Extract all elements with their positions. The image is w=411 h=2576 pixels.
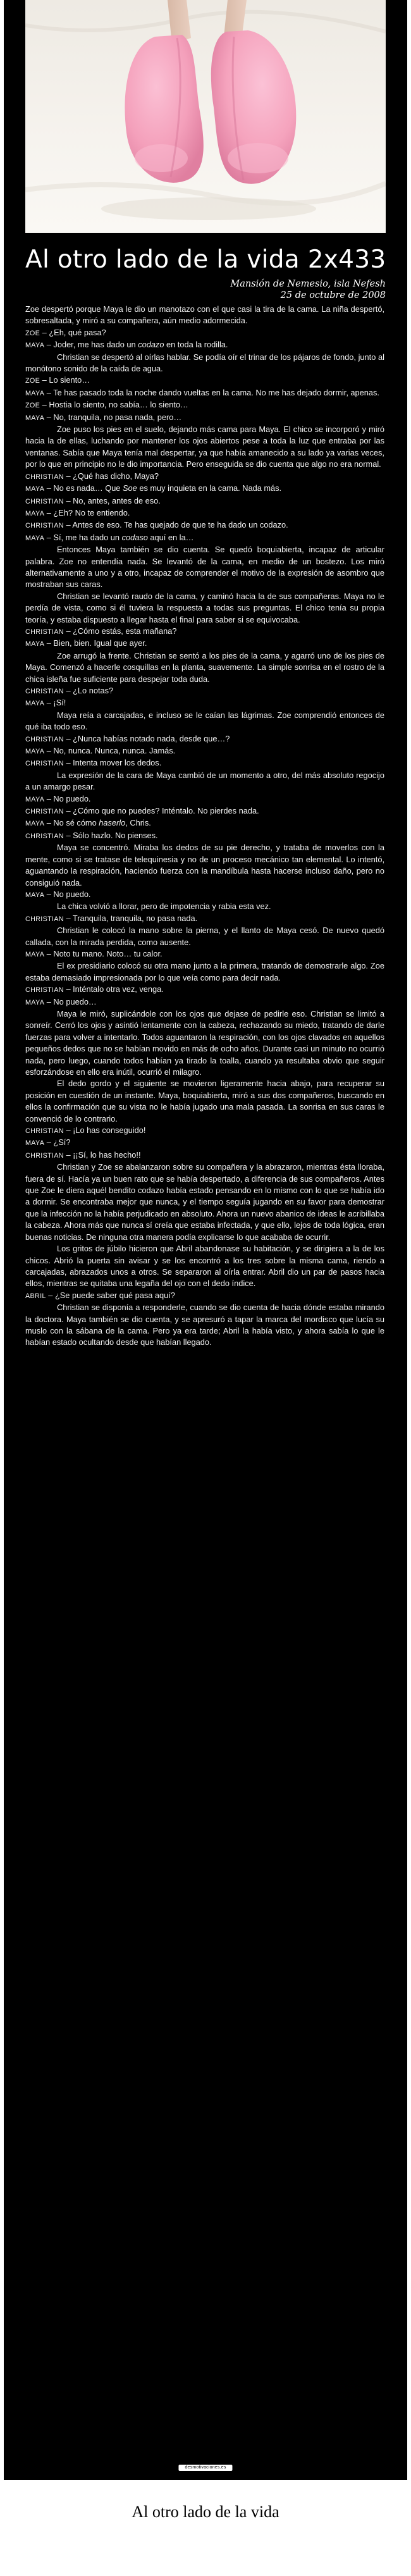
speaker-name: MAYA: [25, 509, 45, 517]
emphasis-text: haserlo: [99, 818, 126, 828]
paragraph-text: – ¿Se puede saber qué pasa aquí?: [46, 1290, 175, 1300]
speaker-name: CHRISTIAN: [25, 832, 64, 840]
story-paragraph: [25, 1125, 384, 1137]
speaker-name: MAYA: [25, 950, 45, 958]
speaker-name: CHRISTIAN: [25, 986, 64, 994]
story-paragraph: [25, 638, 384, 650]
story-paragraph: [25, 483, 384, 495]
paragraph-text: Maya le miró, suplicándole con los ojos que dejase de pedirle eso. Christian se limitó a sonreír. Cerró los ojos y asintió lentamente con la cabeza, rechazando su miedo, tratando de darle fuerzas para volver a intentarlo. Todos aguantaron la respiración, con los ojos clavados en aquellos pequeños dedos que no se habían movido en más de ocho años. Durante casi un minuto no ocurrió nada, pero luego, cuando todos habían ya tirado la toalla, cuando ya resultaba obvio que seguir esforzándose en ello era inútil, ocurrió el milagro.: [25, 1008, 384, 1077]
story-paragraph: [25, 1008, 384, 1078]
paragraph-text: La expresión de la cara de Maya cambió de un momento a otro, del más absoluto regocijo a un amargo pesar.: [25, 770, 384, 792]
paragraph-text: – Hostia lo siento, no sabía… lo siento…: [40, 400, 188, 410]
story-paragraph: [25, 507, 384, 519]
story-paragraph: [25, 793, 384, 805]
paragraph-text: , Chris.: [125, 818, 151, 828]
paragraph-text: – No puedo…: [44, 996, 97, 1006]
paragraph-text: – ¡¡Sí, lo has hecho!!: [63, 1149, 141, 1160]
paragraph-text: – Noto tu mano. Noto… tu calor.: [44, 948, 163, 958]
story-paragraph: [25, 745, 384, 757]
story-paragraph: [25, 591, 384, 626]
story-paragraph: [25, 733, 384, 745]
story-paragraph: [25, 399, 384, 411]
paragraph-text: – No, antes, antes de eso.: [63, 495, 161, 505]
story-paragraph: [25, 327, 384, 339]
paragraph-text: Maya reía a carcajadas, e incluso se le caían las lágrimas. Zoe comprendió entonces de qué iba todo eso.: [25, 710, 384, 732]
post-caption: Al otro lado de la vida: [132, 2503, 279, 2521]
paragraph-text: – Joder, me has dado un: [44, 340, 138, 350]
paragraph-text: – No puedo.: [44, 889, 91, 899]
story-paragraph: [25, 1149, 384, 1161]
paragraph-text: – No, nunca. Nunca, nunca. Jamás.: [44, 746, 176, 756]
story-paragraph: [25, 626, 384, 638]
speaker-name: MAYA: [25, 891, 45, 899]
paragraph-text: Christian se despertó al oírlas hablar. Se podía oír el trinar de los pájaros de fondo, junto al monótono sonido de la caída de agua.: [25, 352, 384, 374]
story-paragraph: [25, 948, 384, 960]
poster-frame: [4, 0, 407, 2480]
story-paragraph: [25, 685, 384, 697]
paragraph-text: – ¿Cómo que no puedes? Inténtalo. No pierdes nada.: [63, 806, 259, 816]
story-paragraph: [25, 1078, 384, 1125]
story-body: [25, 304, 384, 2471]
paragraph-text: Maya se concentró. Miraba los dedos de su pie derecho, y trataba de moverlos con la mente, como si se tratase de telequinesia y no de un proceso mecánico tan elemental. Lo intentó, aguantando la respiración, haciendo fuerza con la mandíbula hasta hacerse incluso daño, pero no consiguió nada.: [25, 843, 384, 888]
speaker-name: MAYA: [25, 700, 45, 708]
speaker-name: MAYA: [25, 485, 45, 493]
site-credit-badge[interactable]: desmotivaciones.es: [178, 2465, 232, 2471]
emphasis-text: Soe: [122, 483, 137, 493]
story-paragraph: [25, 387, 384, 399]
story-paragraph: [25, 817, 384, 829]
story-paragraph: [25, 770, 384, 793]
speaker-name: CHRISTIAN: [25, 522, 64, 530]
speaker-name: CHRISTIAN: [25, 735, 64, 743]
paragraph-text: – ¿Cómo estás, esta mañana?: [63, 626, 177, 636]
speaker-name: MAYA: [25, 342, 45, 350]
feet-in-socks-photo: [25, 0, 386, 233]
emphasis-text: codaso: [121, 532, 148, 542]
story-paragraph: [25, 650, 384, 685]
paragraph-text: Zoe despertó porque Maya le dio un manotazo con el que casi la tira de la cama. La niña despertó, sobresaltada, y miró a su compañera, aún medio adormecida.: [25, 304, 384, 326]
speaker-name: MAYA: [25, 748, 45, 756]
speaker-name: CHRISTIAN: [25, 473, 64, 481]
speaker-name: CHRISTIAN: [25, 497, 64, 505]
date-line: 25 de octubre de 2008: [280, 290, 386, 300]
paragraph-text: Zoe arrugó la frente. Christian se sentó a los pies de la cama, y agarró uno de los pies de Maya. Comenzó a hacerle cosquillas en la planta, suavemente. La simple sonrisa en el rostro de la chica isleña fue suficiente para despejar toda duda.: [25, 650, 384, 684]
story-paragraph: [25, 984, 384, 996]
paragraph-text: – ¿Lo notas?: [63, 686, 114, 695]
speaker-name: CHRISTIAN: [25, 808, 64, 816]
story-paragraph: [25, 1137, 384, 1149]
paragraph-text: – Tranquila, tranquila, no pasa nada.: [63, 913, 198, 923]
paragraph-text: – ¿Eh? No te entiendo.: [44, 507, 130, 517]
speaker-name: MAYA: [25, 640, 45, 648]
story-paragraph: [25, 901, 384, 912]
story-paragraph: [25, 339, 384, 351]
paragraph-text: – ¡Lo has conseguido!: [63, 1125, 146, 1136]
paragraph-text: Los gritos de júbilo hicieron que Abril abandonase su habitación, y se dirigiera a la de los chicos. Abrió la puerta sin avisar y se los encontró a los tres sobre la misma cama, riendo a carcajadas, abrazados unos a otros. Se separaron al oírla entrar. Abril dio un par de pasos hacia ellos, mientras se quitaba una legaña del ojo con el dedo índice.: [25, 1244, 384, 1289]
paragraph-text: – Te has pasado toda la noche dando vueltas en la cama. No me has dejado dormir, apenas.: [44, 387, 379, 397]
story-paragraph: [25, 830, 384, 842]
paragraph-text: en toda la rodilla.: [164, 340, 228, 350]
paragraph-text: – ¿Eh, qué pasa?: [40, 327, 106, 337]
paragraph-text: Zoe puso los pies en el suelo, dejando más cama para Maya. El chico se incorporó y miró hacia la de ellas, luchando por mantener los ojos abiertos pese a toda la luz que entraba por las ventanas. Sabía que Maya tenía mal despertar, ya que había amanecido a su lado ya varias veces, por lo que en principio no le dio importancia. Pero enseguida se dio cuenta que algo no era normal.: [25, 424, 384, 469]
paragraph-text: – Intenta mover los dedos.: [63, 758, 162, 768]
story-paragraph: [25, 544, 384, 591]
paragraph-text: aquí en la…: [147, 532, 194, 542]
story-paragraph: [25, 519, 384, 531]
paragraph-text: – No puedo.: [44, 793, 91, 803]
speaker-name: MAYA: [25, 534, 45, 542]
story-paragraph: [25, 842, 384, 889]
story-paragraph: [25, 889, 384, 901]
story-paragraph: [25, 1243, 384, 1290]
location-line: Mansión de Nemesio, isla Nefesh: [230, 279, 386, 289]
story-paragraph: [25, 1290, 384, 1302]
speaker-name: ZOE: [25, 329, 40, 337]
speaker-name: CHRISTIAN: [25, 1127, 64, 1136]
story-paragraph: [25, 1302, 384, 1349]
story-paragraph: [25, 304, 384, 327]
speaker-name: ZOE: [25, 402, 40, 410]
paragraph-text: es muy inquieta en la cama. Nada más.: [137, 483, 282, 493]
paragraph-text: – ¡Sí!: [44, 698, 66, 708]
paragraph-text: – No sé cómo: [44, 818, 99, 828]
speaker-name: MAYA: [25, 820, 45, 828]
story-paragraph: [25, 710, 384, 733]
paragraph-text: Christian se levantó raudo de la cama, y caminó hacia la de sus compañeras. Maya no le perdía de vista, como si él tuviera la respuesta a todas sus preguntas. El chico tenía su propia teoría, y estaba dispuesto a llegar hasta el final para saber si se equivocaba.: [25, 591, 384, 624]
paragraph-text: – Lo siento…: [40, 375, 90, 385]
story-paragraph: [25, 375, 384, 387]
paragraph-text: – Sí, me ha dado un: [44, 532, 122, 542]
speaker-name: CHRISTIAN: [25, 1151, 64, 1160]
story-location-date: [25, 278, 386, 301]
story-paragraph: [25, 697, 384, 709]
speaker-name: MAYA: [25, 414, 45, 422]
paragraph-text: El ex presidiario colocó su otra mano junto a la primera, tratando de demostrarle algo. Zoe estaba demasiado impresionada por lo que veía como para decir nada.: [25, 961, 384, 982]
story-paragraph: [25, 352, 384, 375]
paragraph-text: – No, tranquila, no pasa nada, pero…: [44, 412, 182, 422]
speaker-name: CHRISTIAN: [25, 760, 64, 768]
story-title: Al otro lado de la vida 2x433: [25, 245, 386, 274]
speaker-name: CHRISTIAN: [25, 688, 64, 695]
story-paragraph: [25, 805, 384, 817]
paragraph-text: La chica volvió a llorar, pero de impotencia y rabia esta vez.: [57, 901, 271, 912]
story-paragraph: [25, 532, 384, 544]
speaker-name: MAYA: [25, 998, 45, 1006]
story-paragraph: [25, 757, 384, 769]
story-paragraph: [25, 913, 384, 925]
story-paragraph: [25, 495, 384, 507]
paragraph-text: – ¿Sí?: [44, 1137, 71, 1148]
speaker-name: MAYA: [25, 1139, 45, 1148]
story-paragraph: [25, 471, 384, 483]
paragraph-text: Christian le colocó la mano sobre la pierna, y el llanto de Maya cesó. De nuevo quedó callada, con la mirada perdida, como ausente.: [25, 926, 384, 947]
paragraph-text: Entonces Maya también se dio cuenta. Se quedó boquiabierta, incapaz de articular palabra. Zoe no entendía nada. Se levantó de la cama, en medio de un bostezo. Los miró alternativamente a uno y a otro, incapaz de comprender el motivo de la expresión de asombro que mostraban sus caras.: [25, 545, 384, 590]
paragraph-text: – Bien, bien. Igual que ayer.: [44, 638, 147, 648]
speaker-name: ZOE: [25, 377, 40, 385]
paragraph-text: – Antes de eso. Te has quejado de que te ha dado un codazo.: [63, 520, 288, 530]
paragraph-text: – No es nada… Que: [44, 483, 123, 493]
speaker-name: MAYA: [25, 795, 45, 803]
speaker-name: CHRISTIAN: [25, 915, 64, 923]
paragraph-text: Christian y Zoe se abalanzaron sobre su compañera y la abrazaron, mientras ésta lloraba, fuera de sí. Hacía ya un buen rato que se había despertado, a diferencia de sus compañeros. Antes que Zoe le diera aquél bendito codazo había estado pensando en lo mismo con lo que se había ido a dormir. Se encontraba mejor que nunca, y el tiempo seguía jugando en su favor para demostrar que la infección no la había perjudicado en absoluto. Ahora un nuevo abanico de ideas le acribillaba la cabeza. Ahora más que nunca sí creía que estaba infectada, y que ello, lejos de toda lógica, eran buenas noticias. De ninguna otra manera podía explicarse lo que acababa de ocurrir.: [25, 1162, 384, 1242]
paragraph-text: – ¿Qué has dicho, Maya?: [63, 471, 159, 481]
paragraph-text: – Sólo hazlo. No pienses.: [63, 830, 158, 840]
story-paragraph: [25, 424, 384, 471]
paragraph-text: – ¿Nunca habías notado nada, desde que…?: [63, 733, 230, 743]
story-paragraph: [25, 412, 384, 424]
story-paragraph: [25, 996, 384, 1008]
paragraph-text: Christian se disponía a responderle, cuando se dio cuenta de hacia dónde estaba mirando la doctora. Maya también se dio cuenta, y se apresuró a tapar la marca del mordisco que lucía su muslo con la sábana de la cama. Pero ya era tarde; Abril la había visto, y ahora sabía lo que le habían estado ocultando desde que habían llegado.: [25, 1303, 384, 1347]
story-paragraph: [25, 1161, 384, 1243]
story-header: [25, 245, 386, 301]
photo-illustration: [25, 0, 386, 233]
speaker-name: CHRISTIAN: [25, 628, 64, 636]
story-paragraph: [25, 960, 384, 984]
paragraph-text: – Inténtalo otra vez, venga.: [63, 984, 164, 994]
speaker-name: ABRIL: [25, 1292, 46, 1300]
paragraph-text: El dedo gordo y el siguiente se movieron ligeramente hacia abajo, para recuperar su posición en cuestión de un instante. Maya, boquiabierta, miró a sus dos compañeros, buscando en ellos la confirmación que su vista no le había jugado una mala pasada. La sonrisa en sus caras le convenció de lo contrario.: [25, 1079, 384, 1124]
emphasis-text: codazo: [138, 340, 164, 350]
speaker-name: MAYA: [25, 389, 45, 397]
story-paragraph: [25, 925, 384, 948]
